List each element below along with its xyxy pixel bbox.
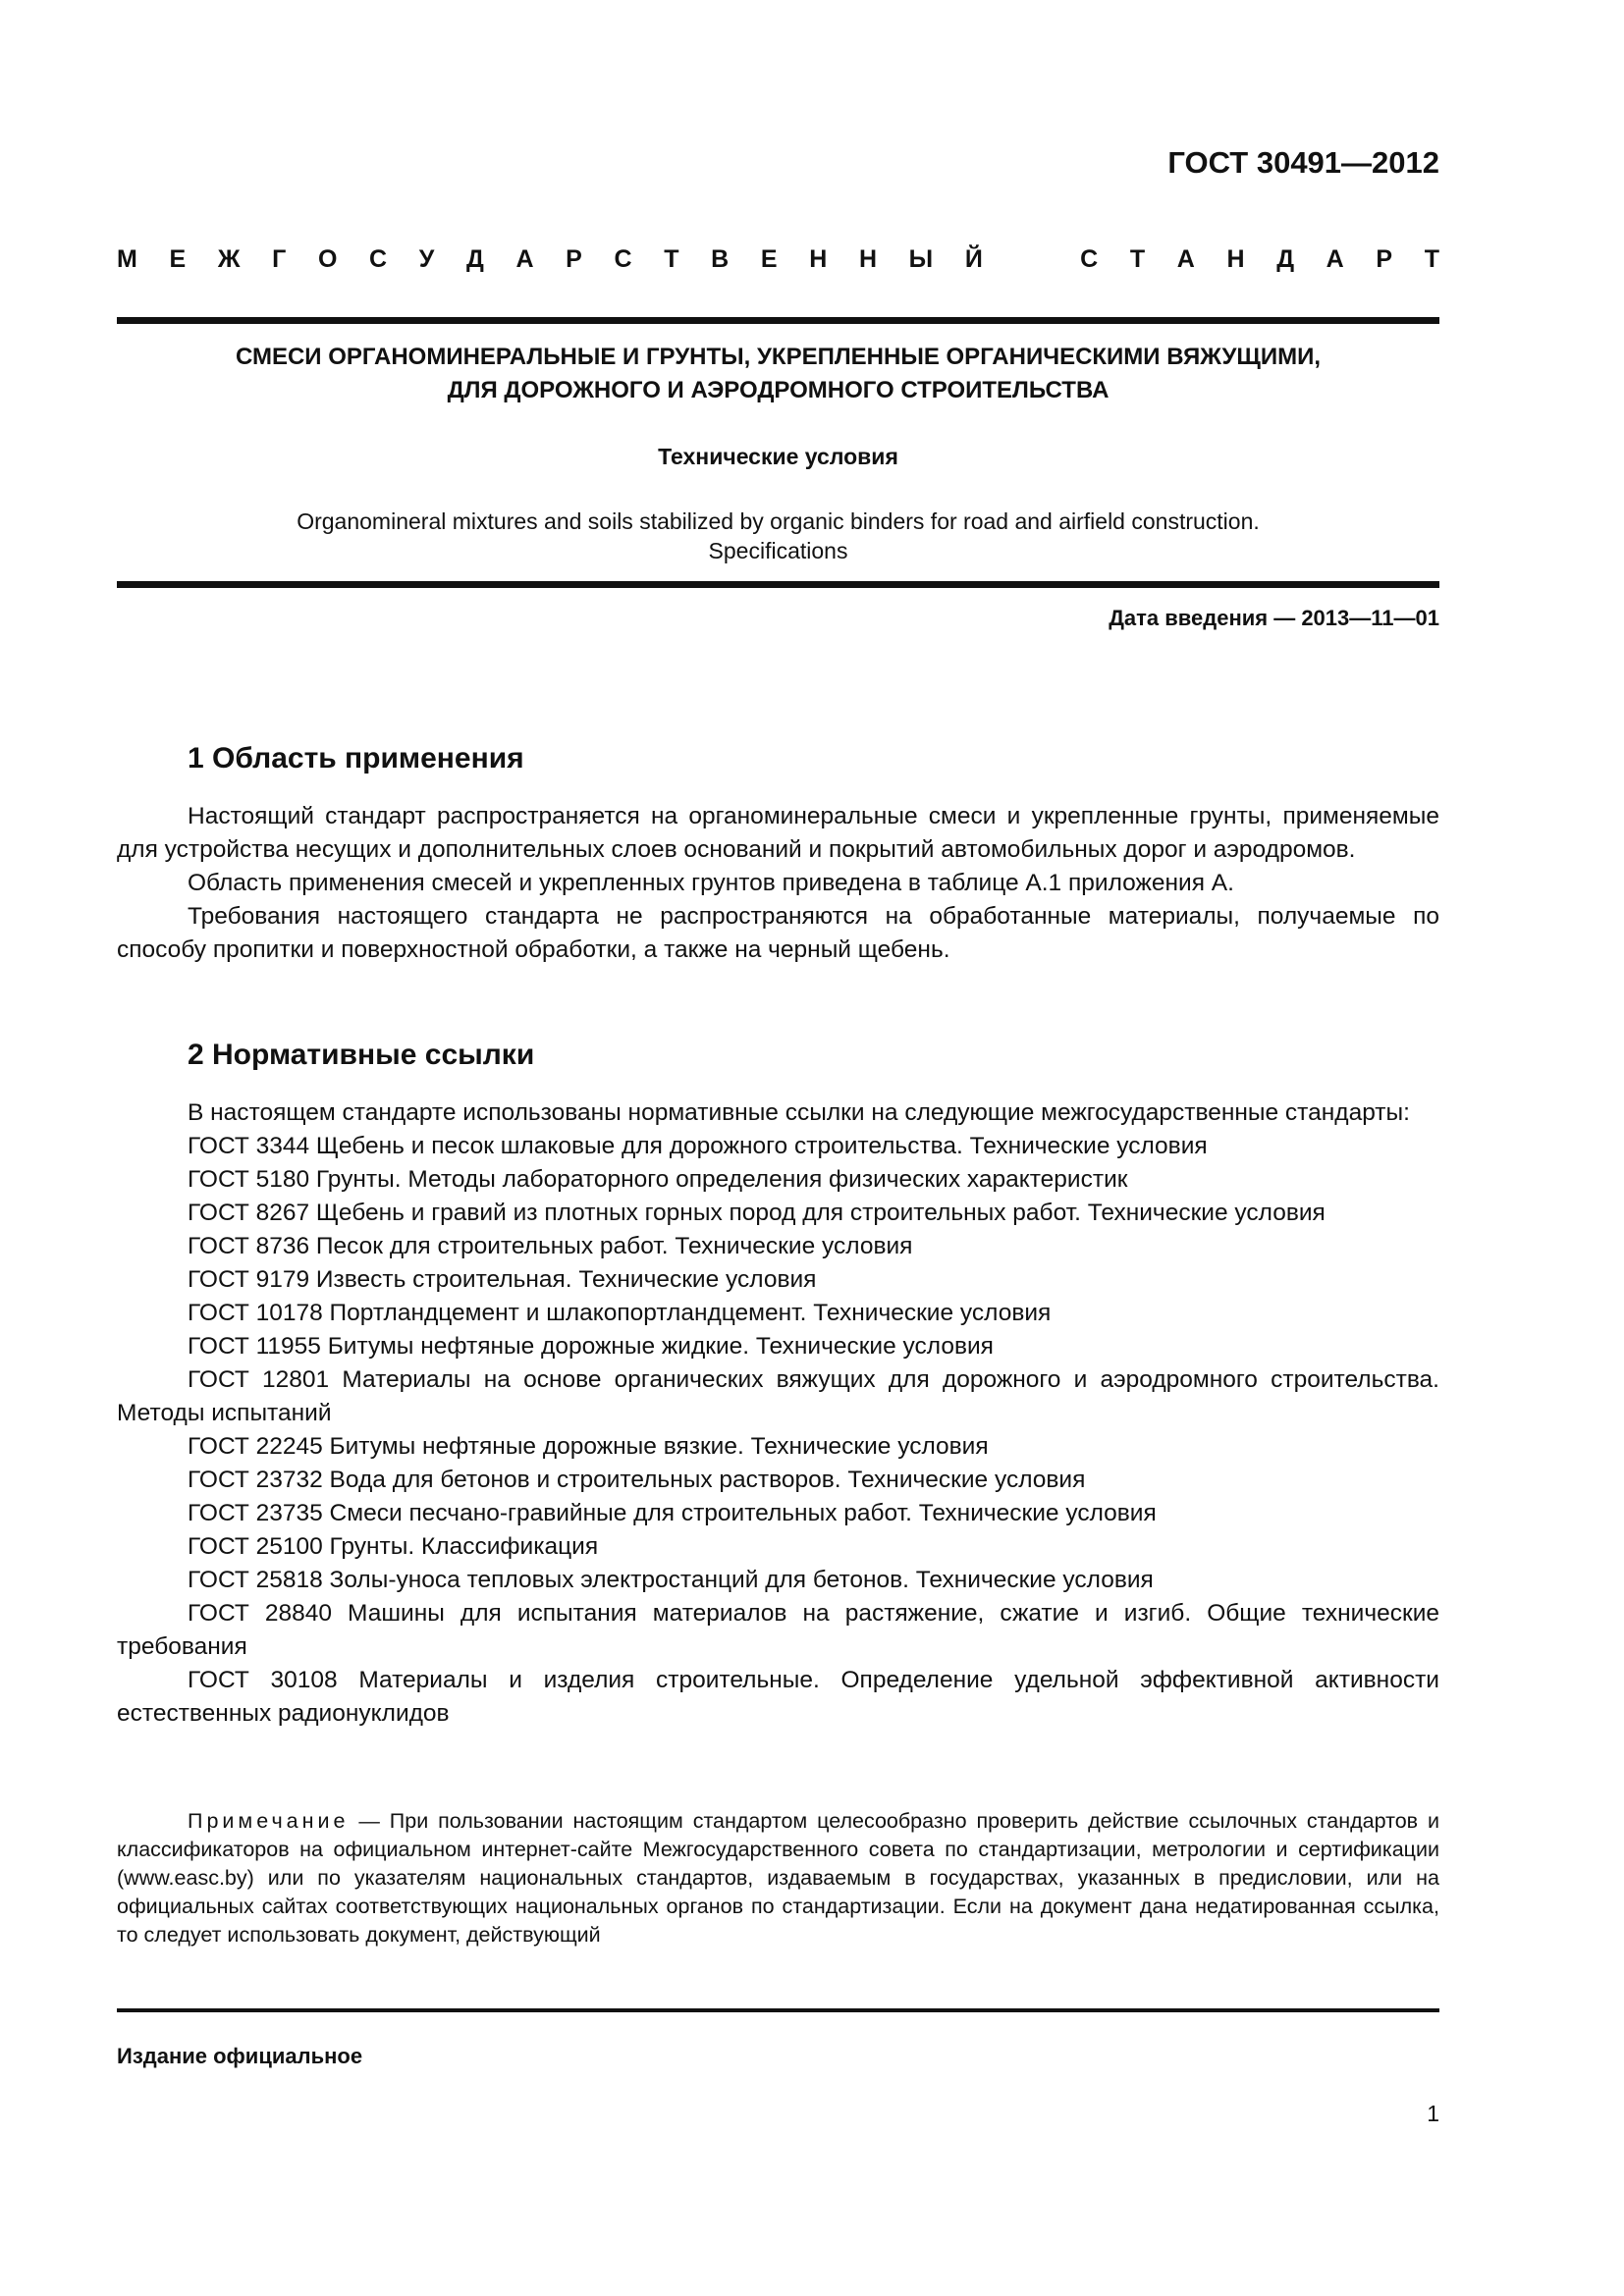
banner-letter: С: [614, 245, 632, 273]
reference-item: ГОСТ 11955 Битумы нефтяные дорожные жидкие. Технические условия: [188, 1333, 994, 1360]
banner-letter: А: [515, 245, 534, 273]
paragraph: В настоящем стандарте использованы нормативные ссылки на следующие межгосударственные стандарты:: [188, 1099, 1410, 1126]
english-title-line-1: Organomineral mixtures and soils stabilized by organic binders for road and airfield construction.: [297, 508, 1260, 534]
section-1-heading: 1 Область применения: [188, 742, 524, 774]
note: [117, 1807, 1439, 1949]
reference-item: ГОСТ 25100 Грунты. Классификация: [188, 1533, 599, 1560]
banner-letter: Д: [1276, 245, 1294, 273]
section-2-heading: 2 Нормативные ссылки: [188, 1039, 535, 1071]
banner-letter: Д: [465, 245, 484, 273]
reference-item: ГОСТ 12801 Материалы на основе органических вяжущих для дорожного и аэродромного строительства. Методы испытаний: [117, 1366, 1439, 1426]
reference-item: ГОСТ 8736 Песок для строительных работ. Технические условия: [188, 1233, 913, 1259]
reference-item: ГОСТ 3344 Щебень и песок шлаковые для дорожного строительства. Технические условия: [188, 1133, 1208, 1159]
banner-word-gap: [1014, 245, 1048, 274]
banner-letter: А: [1326, 245, 1344, 273]
reference-item: ГОСТ 25818 Золы-уноса тепловых электростанций для бетонов. Технические условия: [188, 1567, 1154, 1593]
section-2-body: [117, 1096, 1439, 1731]
banner-letter: В: [711, 245, 730, 273]
banner-letter: Т: [1129, 245, 1146, 273]
banner-letter: Р: [566, 245, 582, 273]
banner-letter: Т: [1424, 245, 1439, 273]
document-subtitle: Технические условия: [658, 444, 898, 469]
edition-label: Издание официальное: [117, 2044, 363, 2068]
banner-letter: Е: [760, 245, 778, 273]
reference-item: ГОСТ 23732 Вода для бетонов и строительных растворов. Технические условия: [188, 1467, 1086, 1493]
paragraph: Требования настоящего стандарта не распространяются на обработанные материалы, получаемые по способу пропитки и поверхностной обработки, а также на черный щебень.: [117, 903, 1439, 963]
section-1-body: [117, 800, 1439, 967]
paragraph: Настоящий стандарт распространяется на органоминеральные смеси и укрепленные грунты, применяемые для устройства несущих и дополнительных слоев оснований и покрытий автомобильных дорог и аэродромов.: [117, 803, 1439, 863]
banner-letter: А: [1176, 245, 1195, 273]
banner-letter: С: [1080, 245, 1099, 273]
banner-letter: Г: [272, 245, 287, 273]
banner-letter: Н: [809, 245, 828, 273]
note-text: — При пользовании настоящим стандартом целесообразно проверить действие ссылочных стандартов и классификаторов на официальном интернет-сайте Межгосударственного совета по стандартизации, метрологии и сертификации (www.easc.by) или по указателям национальных стандартов, издаваемым в государствах, указанных в предисловии, или на официальных сайтах соответствующих национальных органов по стандартизации. Если на документ дана недатированная ссылка, то следует использовать документ, действующий: [117, 1809, 1439, 1947]
page-number: 1: [1427, 2101, 1439, 2126]
banner-letter: Е: [169, 245, 187, 273]
title-rule: [117, 581, 1439, 588]
title-line-1: СМЕСИ ОРГАНОМИНЕРАЛЬНЫЕ И ГРУНТЫ, УКРЕПЛЕННЫЕ ОРГАНИЧЕСКИМИ ВЯЖУЩИМИ,: [235, 344, 1322, 370]
english-title: [117, 507, 1439, 565]
reference-item: ГОСТ 8267 Щебень и гравий из плотных горных пород для строительных работ. Технические условия: [188, 1200, 1326, 1226]
note-paragraph: [117, 1807, 1439, 1949]
introduction-date: Дата введения — 2013—11—01: [1109, 606, 1439, 630]
banner-letter: Н: [858, 245, 878, 273]
reference-item: ГОСТ 23735 Смеси песчано-гравийные для строительных работ. Технические условия: [188, 1500, 1157, 1526]
reference-item: ГОСТ 9179 Известь строительная. Технические условия: [188, 1266, 817, 1293]
english-title-line-2: Specifications: [708, 538, 848, 563]
banner-letter: Р: [1376, 245, 1393, 273]
header-rule: [117, 317, 1439, 324]
interstate-standard-banner: [117, 245, 1439, 274]
banner-letter: Ы: [908, 245, 934, 273]
banner-letter: Н: [1226, 245, 1245, 273]
document-title: [117, 341, 1439, 407]
reference-item: ГОСТ 10178 Портландцемент и шлакопортландцемент. Технические условия: [188, 1300, 1052, 1326]
banner-letter: Т: [664, 245, 679, 273]
banner-letter: М: [117, 245, 137, 273]
note-label: Примечание: [188, 1809, 350, 1833]
reference-item: ГОСТ 22245 Битумы нефтяные дорожные вязкие. Технические условия: [188, 1433, 989, 1460]
title-line-2: ДЛЯ ДОРОЖНОГО И АЭРОДРОМНОГО СТРОИТЕЛЬСТВА: [447, 377, 1110, 403]
reference-item: ГОСТ 30108 Материалы и изделия строительные. Определение удельной эффективной активности естественных радионуклидов: [117, 1667, 1439, 1727]
banner-letter: У: [418, 245, 435, 273]
footer-rule: [117, 2008, 1439, 2012]
banner-letter: О: [317, 245, 338, 273]
banner-letter: С: [369, 245, 388, 273]
banner-letter: Ж: [217, 245, 241, 273]
reference-item: ГОСТ 5180 Грунты. Методы лабораторного определения физических характеристик: [188, 1166, 1128, 1193]
paragraph: Область применения смесей и укрепленных грунтов приведена в таблице А.1 приложения А.: [188, 870, 1234, 896]
reference-item: ГОСТ 28840 Машины для испытания материалов на растяжение, сжатие и изгиб. Общие технические требования: [117, 1600, 1439, 1660]
banner-letter: Й: [964, 245, 983, 273]
document-number: ГОСТ 30491—2012: [1167, 145, 1439, 180]
document-page: [117, 0, 1439, 2296]
